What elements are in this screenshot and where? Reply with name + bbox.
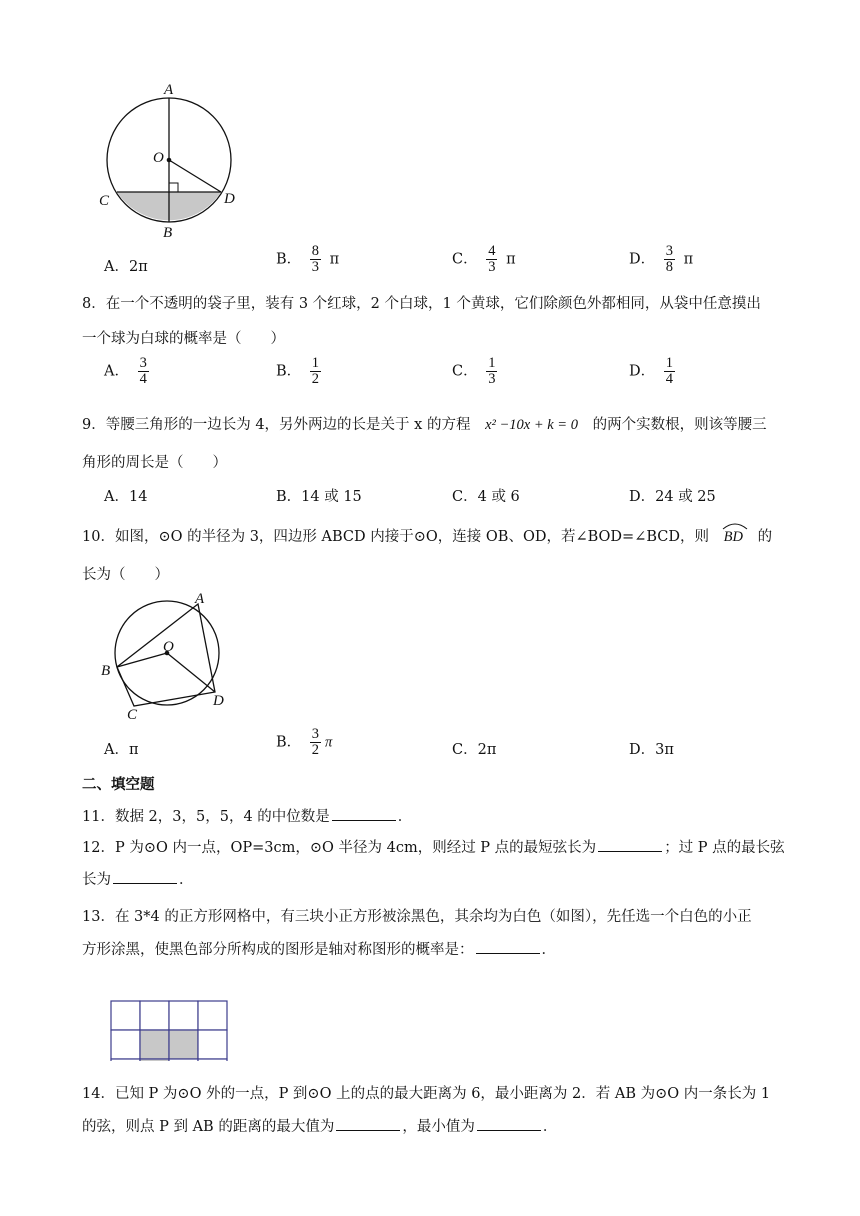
q9-option-c: C．4 或 6 [452, 489, 520, 505]
q10-circle-figure [95, 588, 245, 723]
grid-cell [169, 1001, 198, 1030]
grid-cell [140, 1001, 169, 1030]
q13-line-1: 13．在 3*4 的正方形网格中，有三块小正方形被涂黑色，其余均为白色（如图），先任选一个白色的小正 [82, 909, 752, 925]
q10-option-a: A．π [104, 742, 139, 758]
q9-line-2: 角形的周长是（ ） [82, 455, 227, 471]
q8-line-2: 一个球为白球的概率是（ ） [82, 331, 285, 347]
grid-cell-shaded [140, 1030, 169, 1059]
q10-option-c: C．2π [452, 742, 497, 758]
q9-option-b: B．14 或 15 [276, 489, 362, 505]
grid-cell [111, 1001, 140, 1030]
grid-cell-shaded [140, 1059, 169, 1061]
fraction: $\frac{1}{2}$ [311, 355, 320, 388]
q11-line: 11．数据 2，3，5，5，4 的中位数是 ． [82, 809, 413, 825]
answer-blank[interactable] [332, 808, 396, 821]
q7-option-c: C． $\frac{4}{3}$ π [452, 243, 516, 276]
fraction: $\frac{3}{2}$ [311, 726, 320, 759]
grid-cell [111, 1030, 140, 1059]
q12-line-1: 12．P 为⊙O 内一点，OP=3cm，⊙O 半径为 4cm，则经过 P 点的最短弦长为 ；过 P 点的最长弦 [82, 840, 785, 856]
q12-line-2: 长为 ． [82, 872, 194, 888]
q7-label-c: C [99, 193, 110, 209]
q10-line-2: 长为（ ） [82, 567, 169, 583]
q13-line-2: 方形涂黑，使黑色部分所构成的图形是轴对称图形的概率是： ． [82, 942, 556, 958]
fraction: $\frac{3}{4}$ [139, 355, 147, 388]
q10-arc-bd: BD [724, 525, 743, 546]
q10-option-b: B． $\frac{3}{2}$ π [276, 726, 333, 759]
q7-circle-figure [95, 80, 255, 245]
q7-label-a: A [164, 82, 174, 98]
q7-option-a: A．2π [104, 259, 148, 275]
q9-equation: x² −10x + k = 0 [485, 417, 578, 433]
q8-option-a: A． $\frac{3}{4}$ [104, 355, 147, 388]
q8-option-d: D． $\frac{1}{4}$ [629, 355, 673, 388]
answer-blank[interactable] [598, 839, 662, 852]
q10-label-d: D [213, 693, 224, 709]
answer-blank[interactable] [336, 1118, 400, 1131]
arc-symbol [722, 522, 748, 530]
fraction: $\frac{3}{8}$ [665, 243, 673, 276]
grid-cell [198, 1030, 227, 1059]
q7-label-o: O [153, 150, 164, 166]
q13-grid-figure [110, 999, 230, 1061]
fraction: $\frac{4}{3}$ [488, 243, 496, 276]
q10-label-o: O [163, 639, 174, 655]
q7-option-d: D． $\frac{3}{8}$ π [629, 243, 694, 276]
answer-blank[interactable] [113, 871, 177, 884]
q7-label-b: B [163, 225, 173, 241]
q14-line-2: 的弦，则点 P 到 AB 的距离的最大值为 ，最小值为 ． [82, 1119, 558, 1135]
fraction: $\frac{8}{3}$ [311, 243, 320, 276]
q10-label-c: C [127, 707, 138, 723]
q9-option-a: A．14 [104, 489, 148, 505]
q14-line-1: 14．已知 P 为⊙O 外的一点，P 到⊙O 上的点的最大距离为 6，最小距离为 2．若 AB 为⊙O 内一条长为 1 [82, 1086, 771, 1102]
grid-cell [169, 1059, 198, 1061]
fraction: $\frac{1}{3}$ [488, 355, 496, 388]
answer-blank[interactable] [476, 941, 540, 954]
grid-cell [198, 1059, 227, 1061]
q7-label-d: D [224, 191, 235, 207]
fraction: $\frac{1}{4}$ [665, 355, 673, 388]
grid-cell [198, 1001, 227, 1030]
q10-option-d: D．3π [629, 742, 674, 758]
q9-line-1: 9．等腰三角形的一边长为 4，另外两边的长是关于 x 的方程 x² −10x + k = 0 的两个实数根，则该等腰三 [82, 417, 767, 433]
q10-line-1: 10．如图，⊙O 的半径为 3，四边形 ABCD 内接于⊙O，连接 OB、OD，若∠BOD=∠BCD，则 BD 的 [82, 525, 772, 546]
answer-blank[interactable] [477, 1118, 541, 1131]
q10-label-b: B [101, 663, 111, 679]
section-heading-fill-in: 二、填空题 [82, 777, 155, 793]
grid-cell-shaded [169, 1030, 198, 1059]
q9-option-d: D．24 或 25 [629, 489, 716, 505]
q10-label-a: A [195, 591, 205, 607]
q7-option-b: B． $\frac{8}{3}$ π [276, 243, 340, 276]
q8-line-1: 8．在一个不透明的袋子里，装有 3 个红球，2 个白球，1 个黄球，它们除颜色外都相同，从袋中任意摸出 [82, 296, 761, 312]
q8-option-c: C． $\frac{1}{3}$ [452, 355, 496, 388]
q8-option-b: B． $\frac{1}{2}$ [276, 355, 320, 388]
grid-cell [111, 1059, 140, 1061]
